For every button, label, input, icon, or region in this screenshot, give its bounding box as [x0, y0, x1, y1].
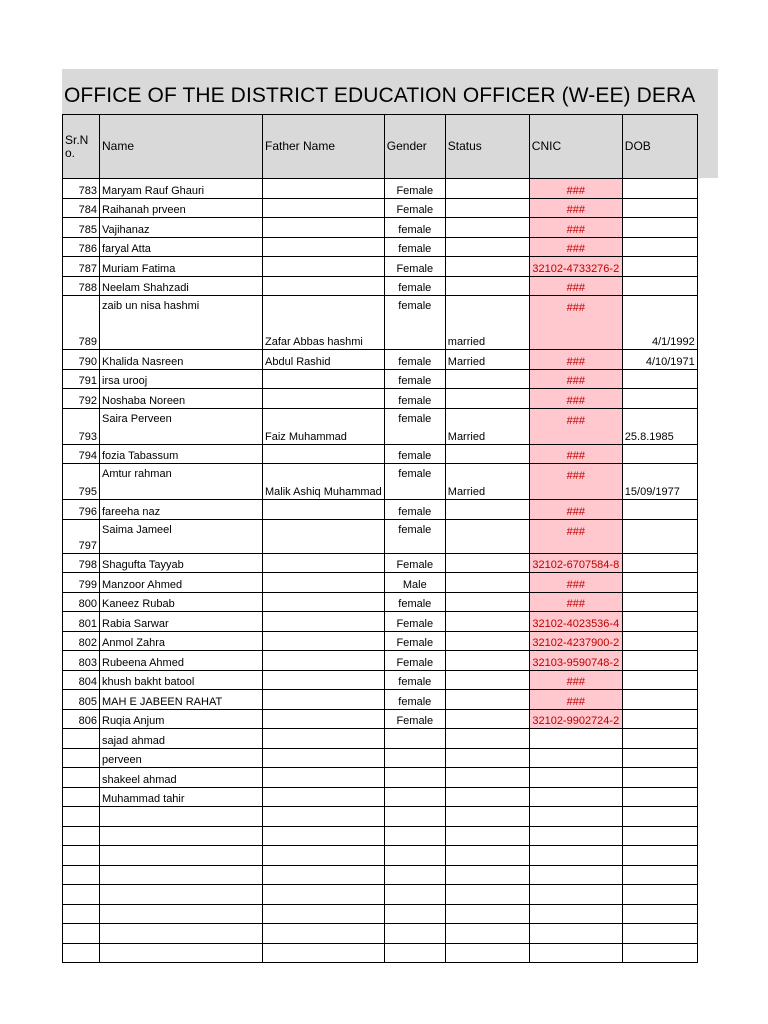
cell-name[interactable]: Neelam Shahzadi: [100, 276, 263, 296]
cell-dob[interactable]: [622, 865, 697, 885]
table-row: [63, 846, 698, 866]
cell-dob[interactable]: [622, 709, 697, 729]
cell-gender[interactable]: [384, 885, 445, 905]
table-row: [63, 690, 698, 710]
cell-name[interactable]: Vajihanaz: [100, 218, 263, 238]
cell-father-name[interactable]: [263, 709, 385, 729]
cell-dob[interactable]: [622, 631, 697, 651]
cell-name[interactable]: Manzoor Ahmed: [100, 573, 263, 593]
cell-status[interactable]: [445, 807, 529, 827]
cell-name[interactable]: shakeel ahmad: [100, 768, 263, 788]
cell-name[interactable]: Maryam Rauf Ghauri: [100, 179, 263, 199]
table-row: [63, 179, 698, 199]
cell-cnic[interactable]: ###: [529, 408, 622, 444]
cell-sr[interactable]: [63, 924, 100, 944]
cell-sr[interactable]: 787: [63, 257, 100, 277]
table-row: [63, 904, 698, 924]
table-row: [63, 218, 698, 238]
cell-father-name[interactable]: [263, 500, 385, 520]
cell-father-name[interactable]: [263, 519, 385, 553]
cell-father-name[interactable]: [263, 768, 385, 788]
table-row: [63, 651, 698, 671]
col-header-father-name[interactable]: Father Name: [263, 115, 385, 179]
cell-gender[interactable]: [384, 729, 445, 749]
cell-gender[interactable]: female: [384, 444, 445, 464]
cell-father-name[interactable]: [263, 787, 385, 807]
cell-gender[interactable]: female: [384, 218, 445, 238]
cell-father-name[interactable]: [263, 826, 385, 846]
cell-cnic[interactable]: ###: [529, 444, 622, 464]
table-row: [63, 500, 698, 520]
cell-sr[interactable]: 794: [63, 444, 100, 464]
cell-gender[interactable]: female: [384, 464, 445, 500]
cell-father-name[interactable]: Malik Ashiq Muhammad: [263, 464, 385, 500]
cell-father-name[interactable]: [263, 257, 385, 277]
cell-father-name[interactable]: [263, 444, 385, 464]
cell-name[interactable]: fareeha naz: [100, 500, 263, 520]
table-row: [63, 885, 698, 905]
cell-sr[interactable]: [63, 885, 100, 905]
cell-dob[interactable]: 15/09/1977: [622, 464, 697, 500]
cell-dob[interactable]: [622, 553, 697, 573]
cell-sr[interactable]: [63, 748, 100, 768]
cell-cnic[interactable]: [529, 943, 622, 963]
cell-status[interactable]: [445, 729, 529, 749]
cell-status[interactable]: [445, 690, 529, 710]
table-row: [63, 865, 698, 885]
cell-status[interactable]: [445, 904, 529, 924]
cell-dob[interactable]: [622, 729, 697, 749]
cell-cnic[interactable]: ###: [529, 573, 622, 593]
cell-status[interactable]: [445, 276, 529, 296]
cell-father-name[interactable]: [263, 592, 385, 612]
cell-dob[interactable]: [622, 519, 697, 553]
cell-status[interactable]: [445, 670, 529, 690]
cell-sr[interactable]: 798: [63, 553, 100, 573]
cell-sr[interactable]: [63, 846, 100, 866]
cell-status[interactable]: [445, 924, 529, 944]
cell-name[interactable]: [100, 826, 263, 846]
cell-name[interactable]: [100, 943, 263, 963]
cell-father-name[interactable]: [263, 651, 385, 671]
cell-status[interactable]: [445, 631, 529, 651]
cell-gender[interactable]: female: [384, 592, 445, 612]
cell-dob[interactable]: [622, 257, 697, 277]
cell-status[interactable]: Married: [445, 408, 529, 444]
cell-name[interactable]: Saima Jameel: [100, 519, 263, 553]
cell-status[interactable]: [445, 389, 529, 409]
table-row: [63, 787, 698, 807]
cell-sr[interactable]: [63, 943, 100, 963]
cell-father-name[interactable]: [263, 631, 385, 651]
table-row: [63, 408, 698, 444]
cell-name[interactable]: Kaneez Rubab: [100, 592, 263, 612]
table-row: [63, 444, 698, 464]
cell-father-name[interactable]: Abdul Rashid: [263, 350, 385, 370]
table-row: [63, 573, 698, 593]
cell-dob[interactable]: 4/10/1971: [622, 350, 697, 370]
cell-cnic[interactable]: ###: [529, 237, 622, 257]
table-row: [63, 369, 698, 389]
cell-status[interactable]: [445, 369, 529, 389]
table-row: [63, 807, 698, 827]
table-row: [63, 670, 698, 690]
cell-gender[interactable]: female: [384, 519, 445, 553]
header-row: [63, 115, 698, 179]
cell-gender[interactable]: [384, 846, 445, 866]
table-row: [63, 237, 698, 257]
cell-dob[interactable]: [622, 787, 697, 807]
cell-status[interactable]: [445, 865, 529, 885]
cell-cnic[interactable]: ###: [529, 198, 622, 218]
cell-sr[interactable]: 796: [63, 500, 100, 520]
cell-name[interactable]: [100, 807, 263, 827]
cell-cnic[interactable]: [529, 846, 622, 866]
cell-dob[interactable]: 4/1/1992: [622, 296, 697, 350]
sheet-title: OFFICE OF THE DISTRICT EDUCATION OFFICER (W-EE) DERA: [64, 84, 696, 107]
cell-name[interactable]: faryal Atta: [100, 237, 263, 257]
table-row: [63, 729, 698, 749]
cell-dob[interactable]: [622, 690, 697, 710]
cell-dob[interactable]: [622, 500, 697, 520]
cell-dob[interactable]: [622, 198, 697, 218]
cell-gender[interactable]: female: [384, 670, 445, 690]
cell-gender[interactable]: female: [384, 296, 445, 350]
cell-sr[interactable]: 804: [63, 670, 100, 690]
cell-sr[interactable]: 801: [63, 612, 100, 632]
table-row: [63, 296, 698, 350]
table-row: [63, 198, 698, 218]
table-row: [63, 612, 698, 632]
cell-status[interactable]: [445, 592, 529, 612]
cell-name[interactable]: MAH E JABEEN RAHAT: [100, 690, 263, 710]
cell-father-name[interactable]: [263, 369, 385, 389]
cell-sr[interactable]: [63, 807, 100, 827]
cell-cnic[interactable]: 32102-4733276-2: [529, 257, 622, 277]
cell-father-name[interactable]: [263, 748, 385, 768]
cell-gender[interactable]: Female: [384, 179, 445, 199]
cell-father-name[interactable]: [263, 198, 385, 218]
cell-cnic[interactable]: [529, 729, 622, 749]
cell-name[interactable]: Ruqia Anjum: [100, 709, 263, 729]
cell-gender[interactable]: [384, 768, 445, 788]
cell-cnic[interactable]: [529, 826, 622, 846]
cell-status[interactable]: [445, 885, 529, 905]
cell-father-name[interactable]: [263, 729, 385, 749]
cell-sr[interactable]: 784: [63, 198, 100, 218]
cell-sr[interactable]: 791: [63, 369, 100, 389]
data-table: [62, 114, 698, 963]
table-row: [63, 631, 698, 651]
cell-gender[interactable]: female: [384, 408, 445, 444]
cell-sr[interactable]: 797: [63, 519, 100, 553]
cell-dob[interactable]: [622, 651, 697, 671]
cell-dob[interactable]: [622, 592, 697, 612]
cell-name[interactable]: irsa urooj: [100, 369, 263, 389]
cell-gender[interactable]: [384, 924, 445, 944]
cell-cnic[interactable]: ###: [529, 218, 622, 238]
cell-dob[interactable]: [622, 943, 697, 963]
cell-dob[interactable]: [622, 885, 697, 905]
cell-dob[interactable]: [622, 573, 697, 593]
cell-cnic[interactable]: ###: [529, 179, 622, 199]
cell-gender[interactable]: female: [384, 350, 445, 370]
cell-name[interactable]: Noshaba Noreen: [100, 389, 263, 409]
cell-father-name[interactable]: [263, 612, 385, 632]
col-header-name[interactable]: Name: [100, 115, 263, 179]
cell-status[interactable]: [445, 257, 529, 277]
cell-father-name[interactable]: [263, 943, 385, 963]
cell-father-name[interactable]: [263, 924, 385, 944]
cell-dob[interactable]: [622, 768, 697, 788]
cell-dob[interactable]: [622, 237, 697, 257]
cell-sr[interactable]: 793: [63, 408, 100, 444]
cell-name[interactable]: [100, 846, 263, 866]
cell-gender[interactable]: [384, 904, 445, 924]
cell-status[interactable]: [445, 748, 529, 768]
cell-status[interactable]: [445, 553, 529, 573]
cell-cnic[interactable]: ###: [529, 276, 622, 296]
cell-status[interactable]: [445, 218, 529, 238]
cell-dob[interactable]: [622, 276, 697, 296]
table-row: [63, 943, 698, 963]
cell-father-name[interactable]: Zafar Abbas hashmi: [263, 296, 385, 350]
cell-gender[interactable]: Male: [384, 573, 445, 593]
cell-cnic[interactable]: ###: [529, 592, 622, 612]
col-header-status[interactable]: Status: [445, 115, 529, 179]
cell-gender[interactable]: female: [384, 276, 445, 296]
cell-father-name[interactable]: Faiz Muhammad: [263, 408, 385, 444]
cell-gender[interactable]: Female: [384, 709, 445, 729]
table-row: [63, 350, 698, 370]
cell-status[interactable]: [445, 444, 529, 464]
cell-sr[interactable]: 789: [63, 296, 100, 350]
cell-dob[interactable]: [622, 748, 697, 768]
cell-name[interactable]: [100, 904, 263, 924]
cell-cnic[interactable]: ###: [529, 690, 622, 710]
cell-gender[interactable]: [384, 807, 445, 827]
cell-father-name[interactable]: [263, 276, 385, 296]
cell-sr[interactable]: [63, 865, 100, 885]
cell-dob[interactable]: [622, 846, 697, 866]
table-row: [63, 553, 698, 573]
cell-gender[interactable]: [384, 748, 445, 768]
table-row: [63, 257, 698, 277]
cell-dob[interactable]: [622, 389, 697, 409]
table-row: [63, 768, 698, 788]
cell-name[interactable]: Saira Perveen: [100, 408, 263, 444]
cell-dob[interactable]: [622, 218, 697, 238]
cell-status[interactable]: [445, 943, 529, 963]
cell-sr[interactable]: [63, 729, 100, 749]
cell-status[interactable]: [445, 179, 529, 199]
cell-status[interactable]: [445, 768, 529, 788]
cell-gender[interactable]: [384, 826, 445, 846]
cell-name[interactable]: [100, 865, 263, 885]
cell-status[interactable]: [445, 519, 529, 553]
col-header-cnic[interactable]: CNIC: [529, 115, 622, 179]
cell-status[interactable]: Married: [445, 350, 529, 370]
cell-name[interactable]: Rubeena Ahmed: [100, 651, 263, 671]
cell-cnic[interactable]: [529, 748, 622, 768]
col-header-sr[interactable]: Sr.No.: [63, 115, 100, 179]
cell-gender[interactable]: female: [384, 237, 445, 257]
cell-sr[interactable]: 783: [63, 179, 100, 199]
cell-father-name[interactable]: [263, 237, 385, 257]
table-row: [63, 748, 698, 768]
cell-cnic[interactable]: ###: [529, 350, 622, 370]
cell-cnic[interactable]: [529, 924, 622, 944]
cell-gender[interactable]: [384, 943, 445, 963]
cell-cnic[interactable]: [529, 768, 622, 788]
col-header-gender[interactable]: Gender: [384, 115, 445, 179]
cell-cnic[interactable]: ###: [529, 500, 622, 520]
cell-gender[interactable]: Female: [384, 651, 445, 671]
cell-father-name[interactable]: [263, 670, 385, 690]
cell-dob[interactable]: [622, 670, 697, 690]
cell-dob[interactable]: [622, 826, 697, 846]
cell-cnic[interactable]: ###: [529, 670, 622, 690]
cell-cnic[interactable]: 32102-9902724-2: [529, 709, 622, 729]
cell-sr[interactable]: [63, 904, 100, 924]
cell-name[interactable]: Amtur rahman: [100, 464, 263, 500]
cell-sr[interactable]: [63, 826, 100, 846]
cell-name[interactable]: Anmol Zahra: [100, 631, 263, 651]
cell-gender[interactable]: Female: [384, 257, 445, 277]
cell-status[interactable]: [445, 500, 529, 520]
cell-status[interactable]: [445, 846, 529, 866]
cell-gender[interactable]: Female: [384, 612, 445, 632]
cell-name[interactable]: Shagufta Tayyab: [100, 553, 263, 573]
cell-status[interactable]: Married: [445, 464, 529, 500]
cell-sr[interactable]: 805: [63, 690, 100, 710]
cell-gender[interactable]: Female: [384, 631, 445, 651]
cell-cnic[interactable]: ###: [529, 369, 622, 389]
cell-name[interactable]: fozia Tabassum: [100, 444, 263, 464]
cell-cnic[interactable]: 32102-6707584-8: [529, 553, 622, 573]
cell-father-name[interactable]: [263, 904, 385, 924]
cell-dob[interactable]: [622, 369, 697, 389]
cell-gender[interactable]: Female: [384, 553, 445, 573]
cell-sr[interactable]: 786: [63, 237, 100, 257]
cell-status[interactable]: [445, 651, 529, 671]
cell-name[interactable]: khush bakht batool: [100, 670, 263, 690]
cell-name[interactable]: Khalida Nasreen: [100, 350, 263, 370]
cell-status[interactable]: [445, 237, 529, 257]
cell-cnic[interactable]: ###: [529, 296, 622, 350]
cell-cnic[interactable]: [529, 865, 622, 885]
table-row: [63, 924, 698, 944]
cell-name[interactable]: perveen: [100, 748, 263, 768]
cell-sr[interactable]: [63, 787, 100, 807]
cell-sr[interactable]: 788: [63, 276, 100, 296]
cell-gender[interactable]: female: [384, 690, 445, 710]
cell-father-name[interactable]: [263, 573, 385, 593]
cell-dob[interactable]: [622, 924, 697, 944]
table-row: [63, 464, 698, 500]
cell-father-name[interactable]: [263, 885, 385, 905]
cell-sr[interactable]: 806: [63, 709, 100, 729]
table-row: [63, 519, 698, 553]
cell-cnic[interactable]: ###: [529, 464, 622, 500]
cell-cnic[interactable]: ###: [529, 389, 622, 409]
cell-gender[interactable]: female: [384, 369, 445, 389]
cell-father-name[interactable]: [263, 690, 385, 710]
cell-father-name[interactable]: [263, 807, 385, 827]
table-row: [63, 826, 698, 846]
cell-name[interactable]: Muriam Fatima: [100, 257, 263, 277]
cell-gender[interactable]: [384, 865, 445, 885]
cell-cnic[interactable]: 32102-4237900-2: [529, 631, 622, 651]
cell-gender[interactable]: female: [384, 500, 445, 520]
cell-sr[interactable]: 790: [63, 350, 100, 370]
cell-dob[interactable]: [622, 612, 697, 632]
cell-name[interactable]: [100, 924, 263, 944]
cell-father-name[interactable]: [263, 218, 385, 238]
cell-sr[interactable]: 799: [63, 573, 100, 593]
cell-sr[interactable]: 802: [63, 631, 100, 651]
cell-gender[interactable]: Female: [384, 198, 445, 218]
cell-name[interactable]: Muhammad tahir: [100, 787, 263, 807]
cell-status[interactable]: married: [445, 296, 529, 350]
cell-father-name[interactable]: [263, 865, 385, 885]
cell-dob[interactable]: [622, 179, 697, 199]
cell-sr[interactable]: 795: [63, 464, 100, 500]
cell-father-name[interactable]: [263, 846, 385, 866]
cell-dob[interactable]: [622, 444, 697, 464]
cell-status[interactable]: [445, 612, 529, 632]
cell-sr[interactable]: 792: [63, 389, 100, 409]
cell-name[interactable]: Raihanah prveen: [100, 198, 263, 218]
cell-cnic[interactable]: 32103-9590748-2: [529, 651, 622, 671]
cell-sr[interactable]: [63, 768, 100, 788]
cell-status[interactable]: [445, 573, 529, 593]
cell-sr[interactable]: 785: [63, 218, 100, 238]
cell-status[interactable]: [445, 787, 529, 807]
table-row: [63, 592, 698, 612]
cell-cnic[interactable]: ###: [529, 519, 622, 553]
cell-status[interactable]: [445, 826, 529, 846]
cell-name[interactable]: zaib un nisa hashmi: [100, 296, 263, 350]
cell-status[interactable]: [445, 709, 529, 729]
cell-name[interactable]: sajad ahmad: [100, 729, 263, 749]
cell-cnic[interactable]: [529, 885, 622, 905]
cell-name[interactable]: [100, 885, 263, 905]
cell-gender[interactable]: female: [384, 389, 445, 409]
cell-cnic[interactable]: [529, 904, 622, 924]
cell-status[interactable]: [445, 198, 529, 218]
cell-cnic[interactable]: [529, 807, 622, 827]
cell-sr[interactable]: 800: [63, 592, 100, 612]
table-row: [63, 389, 698, 409]
cell-gender[interactable]: [384, 787, 445, 807]
cell-dob[interactable]: [622, 904, 697, 924]
table-row: [63, 709, 698, 729]
cell-father-name[interactable]: [263, 179, 385, 199]
col-header-dob[interactable]: DOB: [622, 115, 697, 179]
cell-name[interactable]: Rabia Sarwar: [100, 612, 263, 632]
cell-father-name[interactable]: [263, 553, 385, 573]
cell-dob[interactable]: [622, 807, 697, 827]
cell-sr[interactable]: 803: [63, 651, 100, 671]
cell-father-name[interactable]: [263, 389, 385, 409]
cell-cnic[interactable]: [529, 787, 622, 807]
cell-cnic[interactable]: 32102-4023536-4: [529, 612, 622, 632]
table-row: [63, 276, 698, 296]
cell-dob[interactable]: 25.8.1985: [622, 408, 697, 444]
